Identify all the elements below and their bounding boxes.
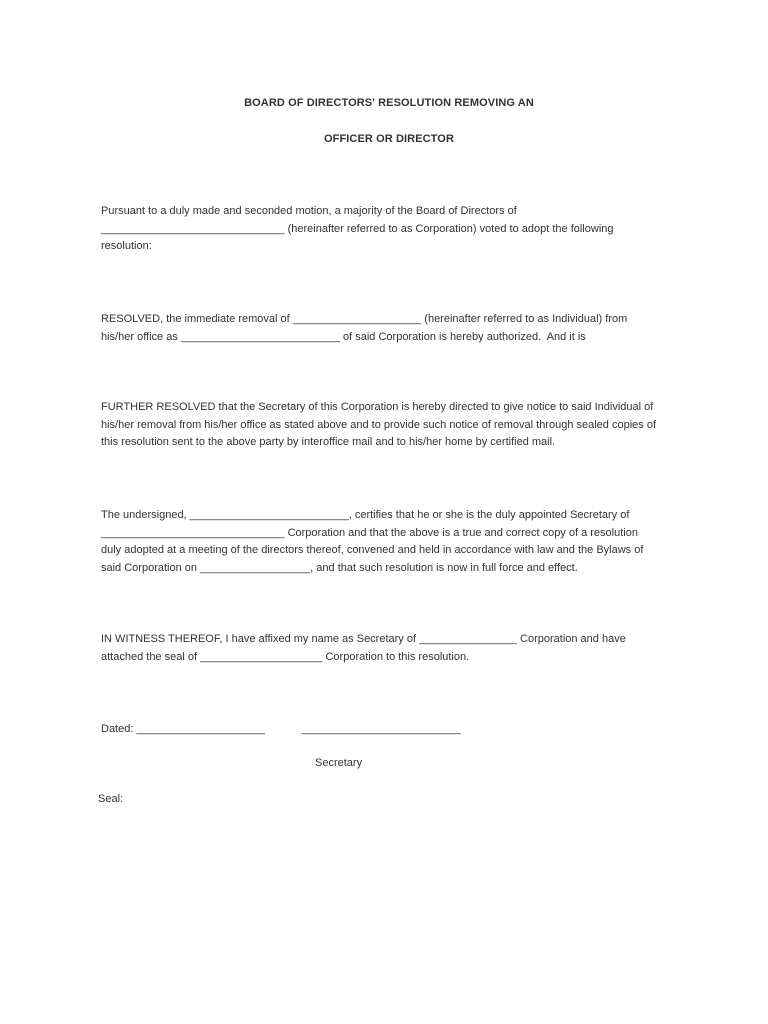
paragraph-line: ______________________________ (hereinafter referred to as Corporation) voted to adopt the following bbox=[101, 222, 614, 235]
paragraph-line: said Corporation on __________________, and that such resolution is now in full force and effect. bbox=[101, 562, 578, 575]
dated-signature-line bbox=[101, 721, 681, 739]
seal-label: Seal: bbox=[98, 793, 124, 805]
paragraph-line: resolution: bbox=[101, 240, 152, 253]
paragraph-line: Pursuant to a duly made and seconded motion, a majority of the Board of Directors of bbox=[101, 205, 517, 217]
secretary-label: Secretary bbox=[315, 757, 363, 769]
paragraph-line: The undersigned, __________________________, certifies that he or she is the duly appointed Secretary of bbox=[101, 509, 630, 521]
paragraph-line: RESOLVED, the immediate removal of _____________________ (hereinafter referred to as Individual) from bbox=[101, 313, 628, 325]
opening-paragraph bbox=[101, 203, 681, 256]
paragraph-line: his/her office as __________________________ of said Corporation is hereby authorized. And it is bbox=[101, 330, 586, 343]
resolved-paragraph bbox=[101, 311, 681, 346]
certification-paragraph bbox=[101, 507, 681, 578]
paragraph-line: ______________________________ Corporation and that the above is a true and correct copy of a resolution bbox=[101, 526, 638, 539]
paragraph-line: this resolution sent to the above party by interoffice mail and to his/her home by certified mail. bbox=[101, 436, 556, 449]
paragraph-line: his/her removal from his/her office as stated above and to provide such notice of removal through sealed copies of bbox=[101, 418, 656, 431]
further-resolved-paragraph bbox=[101, 399, 681, 452]
paragraph-line: IN WITNESS THEREOF, I have affixed my name as Secretary of ________________ Corporation and have bbox=[101, 633, 626, 645]
document-title-line-2: OFFICER OR DIRECTOR bbox=[323, 133, 455, 145]
dated-line: Dated: _____________________ __________________________ bbox=[101, 723, 461, 735]
paragraph-line: attached the seal of ____________________ Corporation to this resolution. bbox=[101, 650, 470, 663]
witness-paragraph bbox=[101, 631, 681, 666]
paragraph-line: FURTHER RESOLVED that the Secretary of this Corporation is hereby directed to give notice to said Individual of bbox=[101, 401, 654, 413]
paragraph-line: duly adopted at a meeting of the directors thereof, convened and held in accordance with law and the Bylaws of bbox=[101, 544, 644, 557]
document-title-line-1: BOARD OF DIRECTORS' RESOLUTION REMOVING AN bbox=[244, 97, 534, 109]
